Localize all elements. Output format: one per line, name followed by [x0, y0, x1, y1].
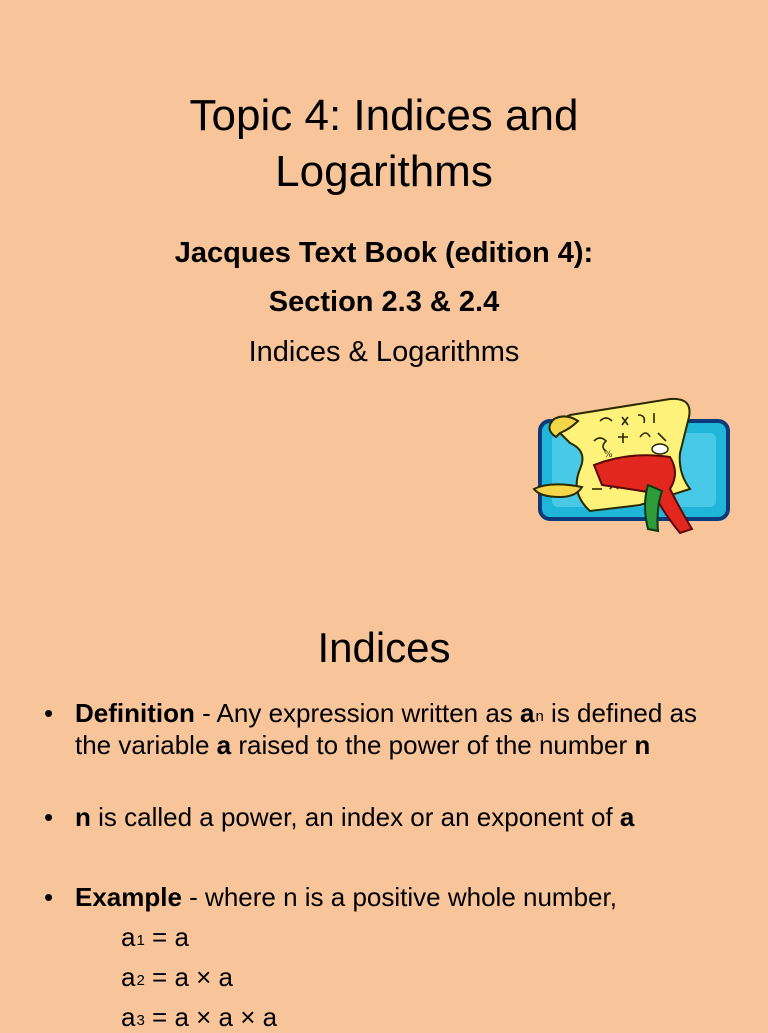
textbook-reference: Jacques Text Book (edition 4):	[174, 237, 594, 269]
math-scroll-icon	[530, 393, 735, 538]
equation-a3: $a^3 = a \times a \times a$	[121, 1002, 278, 1032]
section-reference: Section 2.3 & 2.4	[268, 286, 500, 318]
slide-title	[0, 88, 768, 200]
bullet-text: Example - where n is a positive whole number,	[75, 882, 617, 912]
bullet-definition	[44, 697, 744, 797]
slide-title-line-1: Topic 4: Indices and	[189, 91, 579, 140]
equation-a1: $a^1 = a$	[121, 922, 189, 952]
bullet-text: Definition - Any expression written as $a^n$ is defined as the variable a raised to the power of the number n	[75, 698, 698, 760]
indices-slide	[0, 575, 768, 1032]
bullet-dot-icon: •	[44, 802, 54, 832]
bullet-example	[44, 881, 744, 915]
slide-title-indices: Indices	[317, 624, 451, 671]
svg-text:%: %	[604, 450, 613, 460]
equation-a2: $a^2 = a \times a$	[121, 962, 233, 992]
bullet-dot-icon: •	[44, 882, 54, 912]
subtopic-label: Indices & Logarithms	[248, 336, 520, 368]
bullet-power	[44, 801, 744, 835]
slide-title-line-2: Logarithms	[275, 147, 493, 196]
bullet-dot-icon: •	[44, 698, 54, 728]
bullet-text: n is called a power, an index or an exponent of a	[75, 802, 635, 832]
